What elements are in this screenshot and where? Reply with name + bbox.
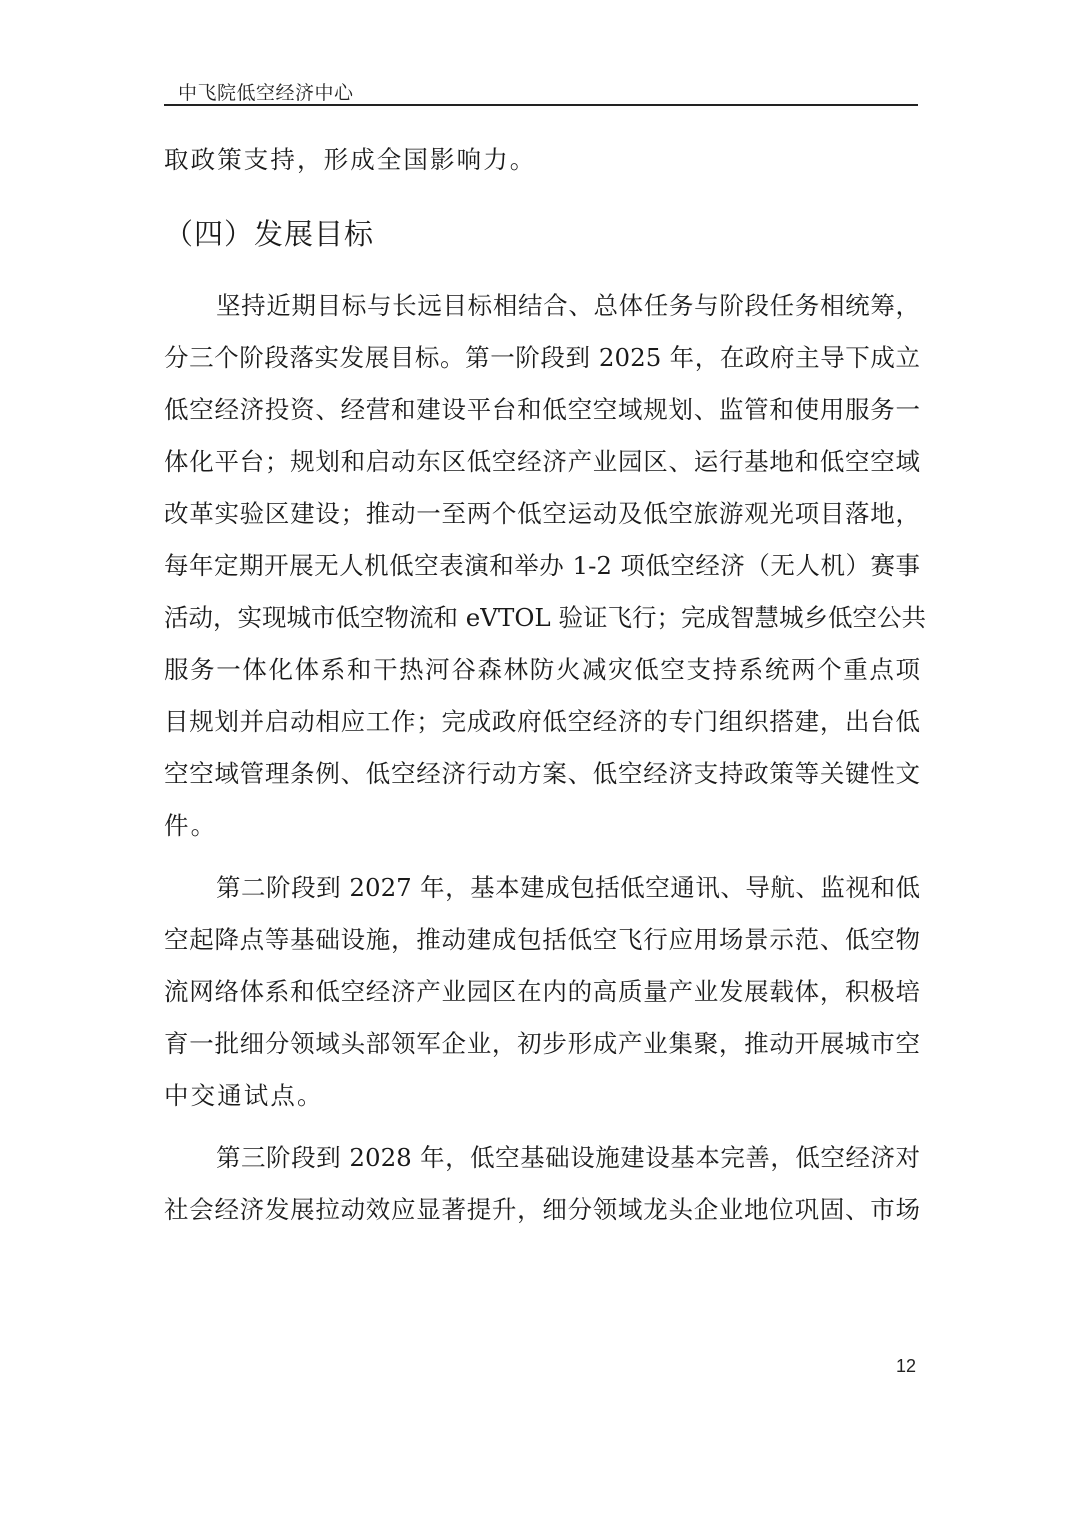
paragraph-line: 第三阶段到 2028 年，低空基础设施建设基本完善，低空经济对: [216, 1143, 920, 1172]
paragraph-line: 低空经济投资、经营和建设平台和低空空域规划、监管和使用服务一: [164, 395, 920, 424]
paragraph-line: 活动，实现城市低空物流和 eVTOL 验证飞行；完成智慧城乡低空公共: [164, 603, 926, 632]
paragraph-line: 改革实验区建设；推动一至两个低空运动及低空旅游观光项目落地，: [164, 499, 920, 528]
paragraph-line: 每年定期开展无人机低空表演和举办 1-2 项低空经济（无人机）赛事: [164, 551, 920, 580]
paragraph-line: 第二阶段到 2027 年，基本建成包括低空通讯、导航、监视和低: [216, 873, 920, 902]
section-heading: （四）发展目标: [164, 217, 375, 251]
paragraph-line: 服务一体化体系和干热河谷森林防火减灾低空支持系统两个重点项: [164, 655, 920, 684]
paragraph-line: 空起降点等基础设施，推动建成包括低空飞行应用场景示范、低空物: [164, 925, 920, 954]
paragraph-line: 育一批细分领域头部领军企业，初步形成产业集聚，推动开展城市空: [164, 1029, 920, 1058]
intro-line: 取政策支持，形成全国影响力。: [164, 145, 537, 174]
paragraph-stage-three: [164, 1132, 920, 1236]
paragraph-line: 流网络体系和低空经济产业园区在内的高质量产业发展载体，积极培: [164, 977, 920, 1006]
paragraph-line: 空空域管理条例、低空经济行动方案、低空经济支持政策等关键性文: [164, 759, 920, 788]
paragraph-line: 分三个阶段落实发展目标。第一阶段到 2025 年，在政府主导下成立: [164, 343, 920, 372]
paragraph-line: 件。: [164, 811, 218, 840]
running-header-title: 中飞院低空经济中心: [178, 82, 354, 104]
page-content: [164, 134, 926, 1236]
paragraph-stage-one: [164, 280, 926, 852]
paragraph-line: 目规划并启动相应工作；完成政府低空经济的专门组织搭建，出台低: [164, 707, 920, 736]
page-number: 12: [895, 1356, 916, 1376]
paragraph-line: 体化平台；规划和启动东区低空经济产业园区、运行基地和低空空域: [164, 447, 920, 476]
paragraph-line: 坚持近期目标与长远目标相结合、总体任务与阶段任务相统筹，: [216, 291, 920, 320]
paragraph-stage-two: [164, 862, 920, 1122]
paragraph-line: 中交通试点。: [164, 1081, 324, 1110]
paragraph-line: 社会经济发展拉动效应显著提升，细分领域龙头企业地位巩固、市场: [164, 1195, 920, 1224]
header-rule: [164, 104, 918, 106]
